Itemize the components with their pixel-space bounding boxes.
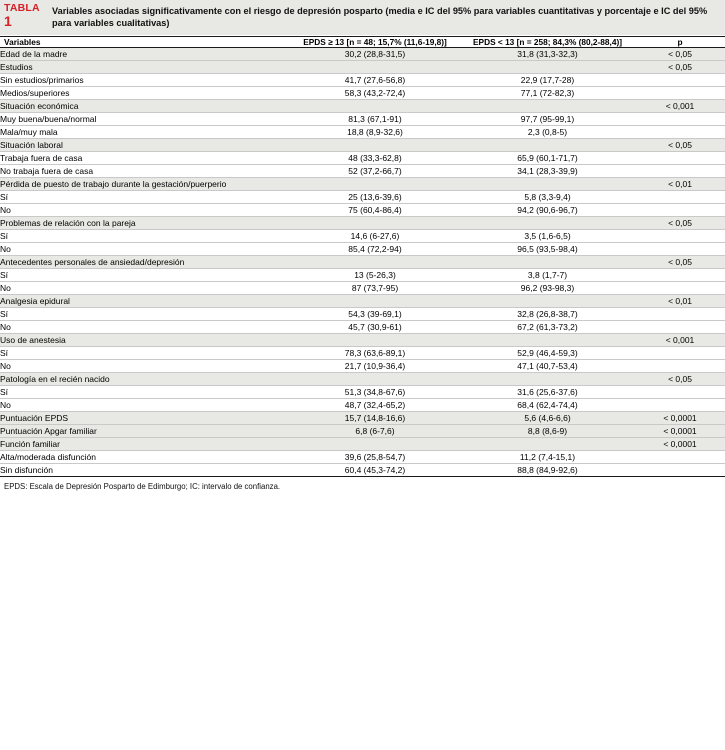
cell-epds-low: 96,2 (93-98,3) — [460, 281, 635, 294]
cell-epds-high: 39,6 (25,8-54,7) — [290, 450, 460, 463]
row-label: Patología en el recién nacido — [0, 372, 290, 385]
cell-epds-low: 34,1 (28,3-39,9) — [460, 164, 635, 177]
row-label: No trabaja fuera de casa — [0, 164, 290, 177]
cell-epds-low: 65,9 (60,1-71,7) — [460, 151, 635, 164]
cell-epds-low — [460, 294, 635, 307]
cell-epds-low — [460, 99, 635, 112]
cell-p-value: < 0,0001 — [635, 424, 725, 437]
table-head — [0, 36, 725, 47]
cell-epds-low: 31,8 (31,3-32,3) — [460, 47, 635, 60]
cell-epds-low: 67,2 (61,3-73,2) — [460, 320, 635, 333]
cell-epds-high: 48 (33,3-62,8) — [290, 151, 460, 164]
row-label: Pérdida de puesto de trabajo durante la gestación/puerperio — [0, 177, 290, 190]
row-label: Sí — [0, 190, 290, 203]
table-row — [0, 385, 725, 398]
cell-epds-low — [460, 177, 635, 190]
cell-epds-low — [460, 255, 635, 268]
cell-p-value: < 0,05 — [635, 372, 725, 385]
cell-epds-high — [290, 216, 460, 229]
table-row — [0, 229, 725, 242]
cell-epds-low: 77,1 (72-82,3) — [460, 86, 635, 99]
cell-epds-low: 3,5 (1,6-6,5) — [460, 229, 635, 242]
row-label: Situación laboral — [0, 138, 290, 151]
cell-epds-low: 68,4 (62,4-74,4) — [460, 398, 635, 411]
table-row — [0, 281, 725, 294]
cell-p-value: < 0,001 — [635, 99, 725, 112]
cell-epds-high: 21,7 (10,9-36,4) — [290, 359, 460, 372]
table-row — [0, 450, 725, 463]
cell-epds-low: 52,9 (46,4-59,3) — [460, 346, 635, 359]
table-row — [0, 346, 725, 359]
cell-p-value: < 0,0001 — [635, 411, 725, 424]
row-label: Situación económica — [0, 99, 290, 112]
cell-epds-high: 41,7 (27,6-56,8) — [290, 73, 460, 86]
cell-epds-low: 3,8 (1,7-7) — [460, 268, 635, 281]
table-row — [0, 125, 725, 138]
cell-epds-high: 6,8 (6-7,6) — [290, 424, 460, 437]
cell-p-value: < 0,05 — [635, 47, 725, 60]
table-row — [0, 398, 725, 411]
table-row — [0, 86, 725, 99]
cell-epds-high — [290, 60, 460, 73]
table-footnote: EPDS: Escala de Depresión Posparto de Edimburgo; IC: intervalo de confianza. — [4, 481, 281, 491]
cell-epds-low: 5,8 (3,3-9,4) — [460, 190, 635, 203]
table-row — [0, 294, 725, 307]
header-row — [0, 36, 725, 47]
cell-p-value: < 0,05 — [635, 216, 725, 229]
cell-p-value — [635, 229, 725, 242]
cell-epds-high: 30,2 (28,8-31,5) — [290, 47, 460, 60]
cell-epds-high: 48,7 (32,4-65,2) — [290, 398, 460, 411]
table-caption: Variables asociadas significativamente con el riesgo de depresión posparto (media e IC del 95% para variables cuantitativas y porcentaje e IC del 95% para variables cualitativas) — [52, 6, 708, 29]
cell-epds-low — [460, 60, 635, 73]
table-row — [0, 255, 725, 268]
cell-epds-high: 78,3 (63,6-89,1) — [290, 346, 460, 359]
cell-p-value — [635, 203, 725, 216]
cell-epds-high: 18,8 (8,9-32,6) — [290, 125, 460, 138]
table-row — [0, 437, 725, 450]
table-row — [0, 372, 725, 385]
row-label: Función familiar — [0, 437, 290, 450]
table-row — [0, 99, 725, 112]
cell-epds-low — [460, 333, 635, 346]
table-row — [0, 320, 725, 333]
cell-epds-high: 58,3 (43,2-72,4) — [290, 86, 460, 99]
table-number: 1 — [4, 13, 12, 30]
row-label: Sí — [0, 346, 290, 359]
cell-epds-high — [290, 177, 460, 190]
cell-p-value — [635, 307, 725, 320]
cell-epds-low: 8,8 (8,6-9) — [460, 424, 635, 437]
cell-p-value — [635, 281, 725, 294]
row-label: Puntuación Apgar familiar — [0, 424, 290, 437]
row-label: Muy buena/buena/normal — [0, 112, 290, 125]
cell-p-value: < 0,0001 — [635, 437, 725, 450]
cell-epds-high — [290, 255, 460, 268]
row-label: Sí — [0, 307, 290, 320]
row-label: Mala/muy mala — [0, 125, 290, 138]
column-header-p: p — [635, 36, 725, 47]
table-row — [0, 411, 725, 424]
table-row — [0, 138, 725, 151]
row-label: No — [0, 203, 290, 216]
table-row — [0, 216, 725, 229]
cell-p-value — [635, 190, 725, 203]
cell-epds-low: 96,5 (93,5-98,4) — [460, 242, 635, 255]
cell-p-value: < 0,01 — [635, 294, 725, 307]
cell-epds-low: 94,2 (90,6-96,7) — [460, 203, 635, 216]
row-label: Medios/superiores — [0, 86, 290, 99]
cell-epds-high: 15,7 (14,8-16,6) — [290, 411, 460, 424]
row-label: Sin estudios/primarios — [0, 73, 290, 86]
cell-epds-high — [290, 372, 460, 385]
cell-epds-low: 97,7 (95-99,1) — [460, 112, 635, 125]
table-row — [0, 424, 725, 437]
cell-epds-low — [460, 437, 635, 450]
cell-p-value — [635, 151, 725, 164]
cell-epds-high: 75 (60,4-86,4) — [290, 203, 460, 216]
cell-p-value: < 0,05 — [635, 138, 725, 151]
cell-epds-high: 52 (37,2-66,7) — [290, 164, 460, 177]
row-label: Estudios — [0, 60, 290, 73]
cell-epds-high: 25 (13,6-39,6) — [290, 190, 460, 203]
cell-p-value — [635, 320, 725, 333]
cell-p-value — [635, 463, 725, 476]
table-number-block — [0, 0, 48, 35]
cell-epds-low: 47,1 (40,7-53,4) — [460, 359, 635, 372]
row-label: Sí — [0, 385, 290, 398]
table-row — [0, 112, 725, 125]
table-row — [0, 164, 725, 177]
table-row — [0, 60, 725, 73]
table-row — [0, 307, 725, 320]
cell-epds-low: 31,6 (25,6-37,6) — [460, 385, 635, 398]
cell-epds-high: 45,7 (30,9-61) — [290, 320, 460, 333]
cell-epds-high — [290, 138, 460, 151]
cell-epds-high: 13 (5-26,3) — [290, 268, 460, 281]
row-label: Edad de la madre — [0, 47, 290, 60]
cell-epds-high: 87 (73,7-95) — [290, 281, 460, 294]
table-body — [0, 47, 725, 476]
table-row — [0, 177, 725, 190]
row-label: No — [0, 320, 290, 333]
row-label: Problemas de relación con la pareja — [0, 216, 290, 229]
table-row — [0, 359, 725, 372]
cell-p-value — [635, 268, 725, 281]
data-table — [0, 36, 725, 477]
cell-epds-low — [460, 372, 635, 385]
table-row — [0, 268, 725, 281]
cell-p-value: < 0,01 — [635, 177, 725, 190]
cell-epds-high: 51,3 (34,8-67,6) — [290, 385, 460, 398]
column-header-epds-low: EPDS < 13 [n = 258; 84,3% (80,2-88,4)] — [460, 36, 635, 47]
cell-p-value — [635, 86, 725, 99]
cell-p-value — [635, 125, 725, 138]
cell-epds-low: 88,8 (84,9-92,6) — [460, 463, 635, 476]
table-row — [0, 190, 725, 203]
table-header-band — [0, 0, 725, 36]
cell-epds-low: 32,8 (26,8-38,7) — [460, 307, 635, 320]
table-row — [0, 333, 725, 346]
cell-p-value — [635, 112, 725, 125]
table-row — [0, 242, 725, 255]
row-label: No — [0, 242, 290, 255]
cell-epds-low: 5,6 (4,6-6,6) — [460, 411, 635, 424]
row-label: No — [0, 398, 290, 411]
cell-p-value — [635, 346, 725, 359]
row-label: Alta/moderada disfunción — [0, 450, 290, 463]
cell-p-value — [635, 398, 725, 411]
cell-epds-low: 22,9 (17,7-28) — [460, 73, 635, 86]
cell-epds-high — [290, 99, 460, 112]
cell-p-value — [635, 450, 725, 463]
cell-epds-low: 11,2 (7,4-15,1) — [460, 450, 635, 463]
cell-p-value: < 0,05 — [635, 60, 725, 73]
cell-p-value — [635, 242, 725, 255]
table-row — [0, 203, 725, 216]
cell-epds-high: 85,4 (72,2-94) — [290, 242, 460, 255]
row-label: Trabaja fuera de casa — [0, 151, 290, 164]
row-label: Puntuación EPDS — [0, 411, 290, 424]
column-header-variables: Variables — [0, 36, 290, 47]
row-label: Uso de anestesia — [0, 333, 290, 346]
row-label: Analgesia epidural — [0, 294, 290, 307]
row-label: Sin disfunción — [0, 463, 290, 476]
cell-epds-low — [460, 138, 635, 151]
cell-epds-high: 60,4 (45,3-74,2) — [290, 463, 460, 476]
cell-epds-high: 81,3 (67,1-91) — [290, 112, 460, 125]
table-row — [0, 47, 725, 60]
row-label: No — [0, 359, 290, 372]
cell-epds-high — [290, 294, 460, 307]
cell-epds-low — [460, 216, 635, 229]
cell-epds-high: 14,6 (6-27,6) — [290, 229, 460, 242]
cell-p-value — [635, 73, 725, 86]
table-label: TABLA — [4, 2, 40, 14]
cell-p-value: < 0,05 — [635, 255, 725, 268]
row-label: Antecedentes personales de ansiedad/depresión — [0, 255, 290, 268]
cell-epds-low: 2,3 (0,8-5) — [460, 125, 635, 138]
cell-p-value — [635, 164, 725, 177]
table-row — [0, 73, 725, 86]
cell-p-value: < 0,001 — [635, 333, 725, 346]
table-row — [0, 463, 725, 476]
row-label: No — [0, 281, 290, 294]
row-label: Sí — [0, 229, 290, 242]
cell-epds-high: 54,3 (39-69,1) — [290, 307, 460, 320]
cell-p-value — [635, 359, 725, 372]
row-label: Sí — [0, 268, 290, 281]
cell-epds-high — [290, 437, 460, 450]
column-header-epds-high: EPDS ≥ 13 [n = 48; 15,7% (11,6-19,8)] — [290, 36, 460, 47]
cell-p-value — [635, 385, 725, 398]
table-row — [0, 151, 725, 164]
cell-epds-high — [290, 333, 460, 346]
